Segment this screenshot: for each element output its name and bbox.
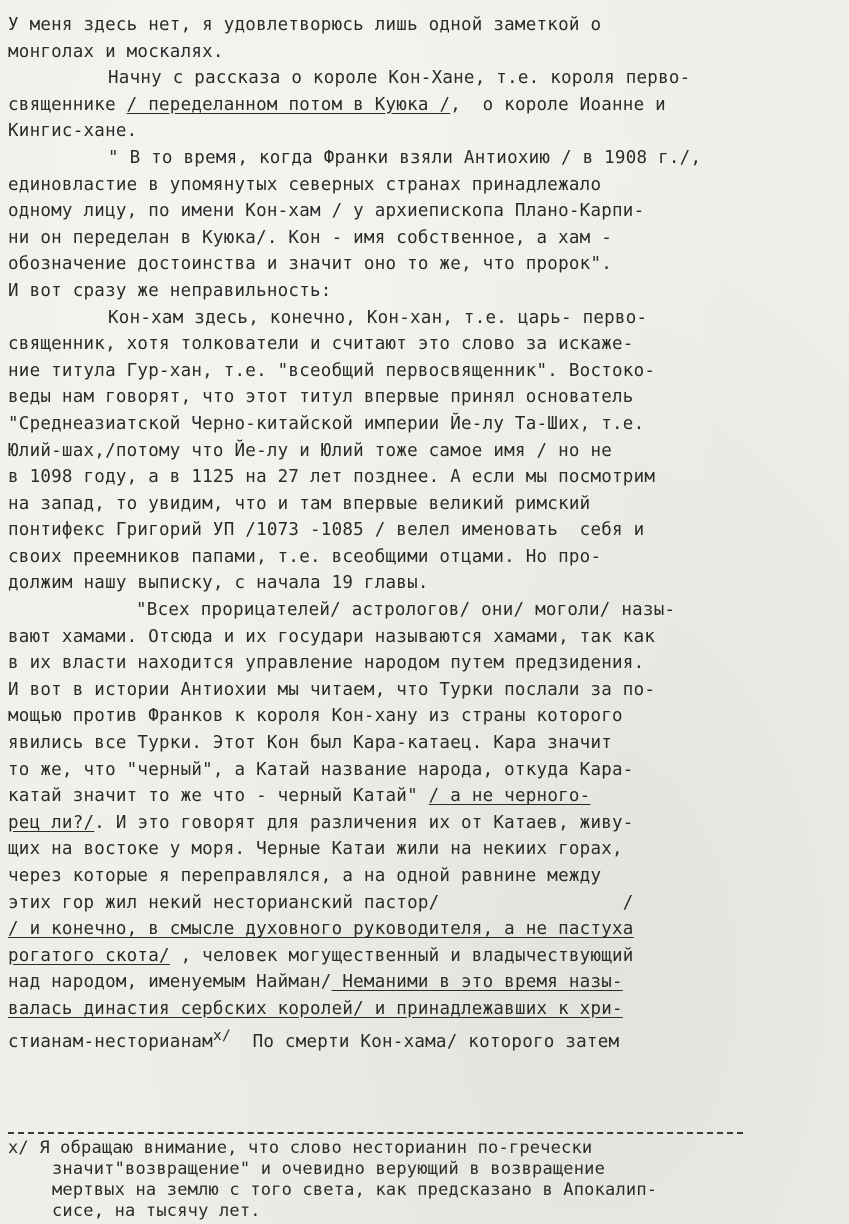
text-line: И вот сразу же неправильность: bbox=[8, 280, 332, 301]
text-line bbox=[8, 92, 843, 119]
underlined-text: и принадлежавших к хри- bbox=[363, 998, 623, 1019]
text-line: " В то время, когда Франки взяли Антиохию / в 1908 г./, bbox=[108, 147, 702, 168]
text-line: на запад, то увидим, что и там впервые великий римский bbox=[8, 493, 591, 514]
footnote-marker: x/ bbox=[8, 1138, 29, 1158]
text-line: Кингис-хане. bbox=[8, 121, 138, 142]
underlined-text: / и конечно, в смысле духовного руководителя, а не пастуха bbox=[8, 919, 634, 940]
text-line bbox=[8, 996, 843, 1023]
text-line: единовластие в упомянутых северных странах принадлежало bbox=[8, 174, 602, 195]
text-segment: катай значит то же что - черный Катай" bbox=[8, 786, 418, 807]
underlined-text: / переделанном потом в Куюка / bbox=[126, 94, 451, 115]
text-line: священник, хотя толкователи и считают это слово за искаже- bbox=[8, 334, 634, 355]
text-segment: . И это говорят для различения их от Катаев, живу- bbox=[94, 812, 634, 833]
text-line: в их власти находится управление народом путем предзидения. bbox=[8, 653, 645, 674]
text-line: Начну с рассказа о короле Кон-Хане, т.е. короля перво- bbox=[108, 68, 691, 89]
text-segment: Я обращаю внимание, что слово несторианин по-гречески bbox=[39, 1138, 593, 1158]
text-line: одному лицу, по имени Кон-хам / у архиепископа Плано-Карпи- bbox=[8, 201, 645, 222]
text-segment: священнике bbox=[8, 94, 116, 115]
document-body bbox=[8, 12, 843, 1052]
text-line: обозначение достоинства и значит оно то же, что пророк". bbox=[8, 254, 613, 275]
text-line bbox=[8, 1023, 843, 1050]
text-line: ни он переделан в Куюка/. Кон - имя собственное, а хам - bbox=[8, 227, 613, 248]
text-line: И вот в истории Антиохии мы читаем, что Турки послали за по- bbox=[8, 679, 656, 700]
text-line bbox=[8, 916, 843, 943]
text-line: мощью против Франков к короля Кон-хану из страны которого bbox=[8, 706, 623, 727]
text-line: щих на востоке у моря. Черные Катаи жили на некиих горах, bbox=[8, 839, 623, 860]
text-line: понтифекс Григорий УП /1073 -1085 / велел именовать себя и bbox=[8, 520, 645, 541]
text-line: "Среднеазиатской Черно-китайской империи Йе-лу Та-Ших, т.е. bbox=[8, 413, 645, 434]
text-line: Юлий-шах,/потому что Йе-лу и Юлий тоже самое имя / но не bbox=[8, 440, 613, 461]
footnote-line bbox=[8, 1138, 843, 1159]
text-line bbox=[8, 969, 843, 996]
text-line: Кон-хам здесь, конечно, Кон-хан, т.е. царь- перво- bbox=[108, 307, 648, 328]
text-line: монголах и москалях. bbox=[8, 41, 224, 62]
underlined-text: рогатого скота/ bbox=[8, 945, 170, 966]
text-segment: над народом, именуемым Найман/ bbox=[8, 972, 332, 993]
text-line: этих гор жил некий несторианский пастор/ / bbox=[8, 892, 634, 913]
text-segment: , о короле Иоанне и bbox=[450, 94, 666, 115]
text-segment: , человек могущественный и владычествующий bbox=[169, 945, 634, 966]
text-line: в 1098 году, а в 1125 на 27 лет позднее. А если мы посмотрим bbox=[8, 467, 656, 488]
text-line: вают хамами. Отсюда и их государи называются хамами, так как bbox=[8, 626, 656, 647]
text-line: ние титула Гур-хан, т.е. "всеобщий первосвященник". Востоко- bbox=[8, 360, 656, 381]
text-line: У меня здесь нет, я удовлетворюсь лишь одной заметкой о bbox=[8, 15, 602, 35]
text-line: то же, что "черный", а Катай название народа, откуда Кара- bbox=[8, 759, 634, 780]
text-line: веды нам говорят, что этот титул впервые принял основатель bbox=[8, 387, 634, 408]
footnote bbox=[8, 1138, 843, 1222]
text-line: должим нашу выписку, с начала 19 главы. bbox=[8, 573, 429, 594]
text-line bbox=[8, 783, 843, 810]
text-line: "Всех прорицателей/ астрологов/ они/ моголи/ назы- bbox=[136, 600, 676, 621]
footnote-line: мертвых на землю с того света, как предсказано в Апокалип- bbox=[52, 1180, 658, 1200]
text-segment: По смерти Кон-хама/ которого затем bbox=[231, 1031, 620, 1052]
text-segment: стианам-несторианам bbox=[8, 1031, 213, 1052]
text-line bbox=[8, 943, 843, 970]
underlined-text: рец ли?/ bbox=[8, 812, 95, 833]
text-line: своих преемников папами, т.е. всеобщими отцами. Но про- bbox=[8, 546, 602, 567]
text-line: явились все Турки. Этот Кон был Кара-катаец. Кара значит bbox=[8, 733, 613, 754]
footnote-reference: x/ bbox=[212, 1026, 231, 1044]
footnote-line: сисе, на тысячу лет. bbox=[52, 1201, 261, 1221]
footnote-separator bbox=[8, 1132, 743, 1134]
underlined-text: / а не черного- bbox=[428, 786, 591, 807]
underlined-text: Неманими в это время назы- bbox=[331, 972, 623, 993]
text-line bbox=[8, 810, 843, 837]
footnote-line: значит"возвращение" и очевидно верующий в возвращение bbox=[52, 1159, 606, 1179]
text-line: через которые я переправлялся, а на одной равнине между bbox=[8, 866, 602, 886]
underlined-text: валась династия сербских королей/ bbox=[8, 998, 364, 1019]
